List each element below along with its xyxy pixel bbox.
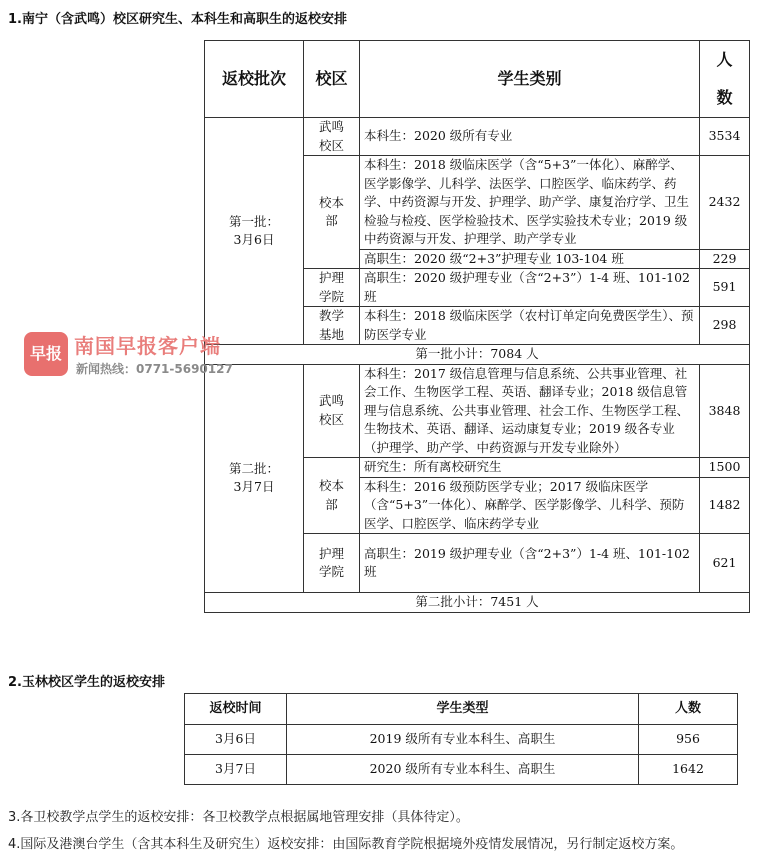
note-4: 4.国际及港澳台学生（含其本科生及研究生）返校安排：由国际教育学院根据境外疫情发展情况，另行制定返校方案。 [8,837,684,852]
date-cell: 3月6日 [185,725,287,755]
type-cell: 2020 级所有专业本科生、高职生 [287,755,639,785]
table-row [185,755,738,785]
campus-cell: 护理 学院 [304,269,360,307]
col-header-date: 返校时间 [185,694,287,725]
category-cell: 高职生：2019 级护理专业（含“2+3”）1-4 班、101-102 班 [360,534,700,593]
table-header-row [185,694,738,725]
section1-heading: 1.南宁（含武鸣）校区研究生、本科生和高职生的返校安排 [8,12,347,27]
category-cell: 本科生：2016 级预防医学专业；2017 级临床医学（含“5+3”一体化）、麻醉学、医学影像学、儿科学、预防医学、口腔医学、临床药学专业 [360,477,700,534]
count-cell: 229 [700,249,750,269]
watermark-title: 南国早报客户端 [74,334,221,358]
category-cell: 高职生：2020 级“2+3”护理专业 103-104 班 [360,249,700,269]
type-cell: 2019 级所有专业本科生、高职生 [287,725,639,755]
col-header-type: 学生类型 [287,694,639,725]
batch1-subtotal: 第一批小计：7084 人 [205,345,750,365]
batch1-label: 第一批： 3月6日 [205,118,304,345]
date-cell: 3月7日 [185,755,287,785]
count-cell: 3534 [700,118,750,156]
count-cell: 2432 [700,156,750,250]
count-cell: 1482 [700,477,750,534]
newspaper-logo-icon: 早报 [24,332,68,376]
campus-cell: 校本 部 [304,156,360,269]
count-cell: 298 [700,307,750,345]
campus-cell: 武鸣 校区 [304,118,360,156]
campus-cell: 护理 学院 [304,534,360,593]
campus-cell: 武鸣 校区 [304,364,360,458]
col-header-campus: 校区 [304,41,360,118]
nanning-schedule-table [204,40,750,613]
count-cell: 1642 [639,755,738,785]
watermark-hotline: 新闻热线：0771-5690127 [76,362,233,376]
col-header-batch: 返校批次 [205,41,304,118]
category-cell: 本科生：2020 级所有专业 [360,118,700,156]
col-header-category: 学生类别 [360,41,700,118]
category-cell: 研究生：所有离校研究生 [360,458,700,478]
category-cell: 本科生：2017 级信息管理与信息系统、公共事业管理、社会工作、生物医学工程、英语、翻译专业；2018 级信息管理与信息系统、公共事业管理、社会工作、生物医学工程、生物技术、英语、翻译、运动康复专业；2019 级各专业（护理学、助产学、中药资源与开发专业除外） [360,364,700,458]
count-cell: 1500 [700,458,750,478]
campus-cell: 校本 部 [304,458,360,534]
yulin-schedule-table [184,693,738,785]
col-header-count: 人数 [639,694,738,725]
subtotal-row [205,345,750,365]
campus-cell: 教学 基地 [304,307,360,345]
batch2-subtotal: 第二批小计：7451 人 [205,593,750,613]
table-row [205,364,750,458]
watermark [24,330,264,380]
table-row [185,725,738,755]
count-cell: 591 [700,269,750,307]
count-cell: 956 [639,725,738,755]
count-cell: 3848 [700,364,750,458]
category-cell: 本科生：2018 级临床医学（含“5+3”一体化）、麻醉学、医学影像学、儿科学、法医学、口腔医学、临床药学、药学、中药资源与开发、护理学、助产学、康复治疗学、卫生检验与检疫、医学检验技术、医学实验技术专业；2019 级中药资源与开发、护理学、助产学专业 [360,156,700,250]
subtotal-row [205,593,750,613]
count-cell: 621 [700,534,750,593]
table-header-row [205,41,750,118]
col-header-count: 人 数 [700,41,750,118]
category-cell: 本科生：2018 级临床医学（农村订单定向免费医学生）、预防医学专业 [360,307,700,345]
category-cell: 高职生：2020 级护理专业（含“2+3”）1-4 班、101-102 班 [360,269,700,307]
table-row [205,118,750,156]
section2-heading: 2.玉林校区学生的返校安排 [8,675,165,690]
note-3: 3.各卫校教学点学生的返校安排：各卫校教学点根据属地管理安排（具体待定）。 [8,810,469,825]
batch2-label: 第二批： 3月7日 [205,364,304,593]
